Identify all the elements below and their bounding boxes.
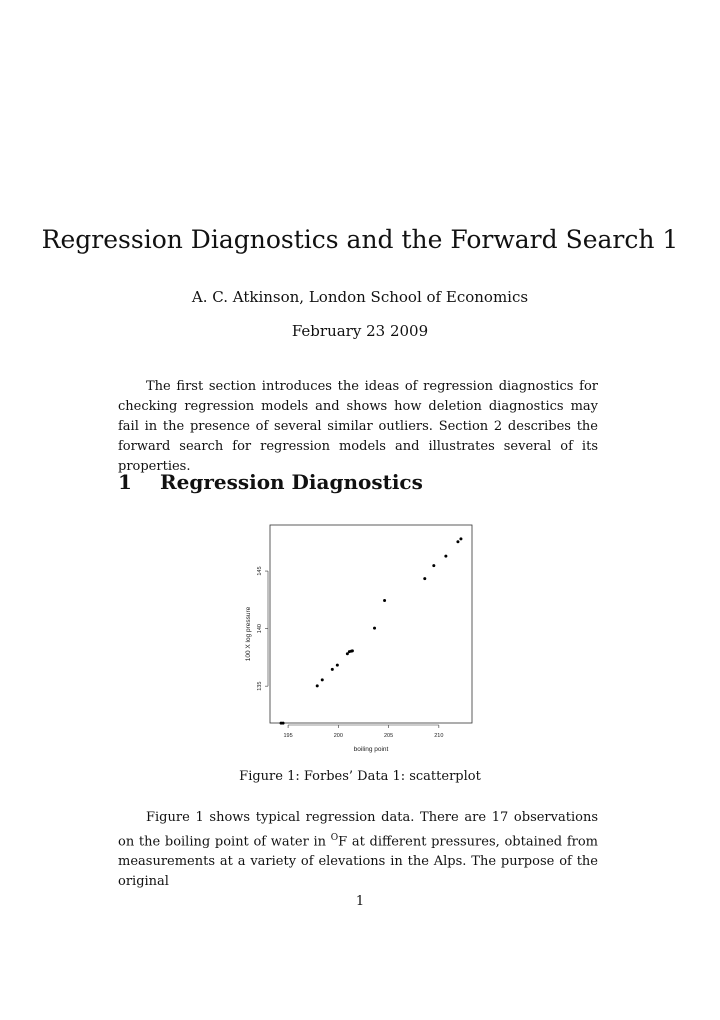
data-point: [316, 684, 319, 687]
page-number: 1: [355, 894, 365, 909]
data-point: [331, 668, 334, 671]
y-tick-label: 145: [257, 566, 263, 576]
x-tick-label: 195: [283, 733, 293, 739]
section-number: 1: [118, 470, 132, 494]
figure-caption: Figure 1: Forbes’ Data 1: scatterplot: [239, 769, 481, 784]
paper-title: Regression Diagnostics and the Forward Search 1: [41, 224, 679, 254]
data-point: [383, 599, 386, 602]
data-point: [459, 537, 462, 540]
y-tick-label: 135: [257, 681, 263, 691]
scatterplot-figure: [240, 518, 480, 758]
data-point: [336, 664, 339, 667]
data-point: [444, 555, 447, 558]
data-point: [280, 722, 283, 725]
body-text-part-1: Figure 1 shows typical regression data. There are 17 observations on the boiling point of water in: [118, 810, 598, 850]
y-tick-label: 140: [257, 624, 263, 634]
data-point: [456, 540, 459, 543]
abstract-paragraph: The first section introduces the ideas of regression diagnostics for checking regression models and shows how deletion diagnostics may fail in the presence of several similar outliers. Section 2 describes the forward search for regression models and illustrates several of its properties.: [118, 379, 598, 474]
data-point: [423, 577, 426, 580]
x-tick-label: 210: [434, 733, 444, 739]
plot-frame: [270, 525, 472, 723]
body-paragraph: [118, 808, 598, 892]
body-text-part-2: F at different pressures, obtained from measurements at a variety of elevations in the Alps. The purpose of the original: [118, 834, 598, 890]
x-axis-label: boiling point: [353, 746, 389, 753]
x-tick-label: 205: [383, 733, 394, 739]
degree-superscript: O: [330, 833, 339, 843]
paper-date: February 23 2009: [291, 322, 429, 340]
section-heading: [118, 470, 423, 494]
section-title: Regression Diagnostics: [160, 470, 423, 494]
x-tick-label: 200: [333, 733, 343, 739]
paper-author: A. C. Atkinson, London School of Economics: [191, 288, 529, 306]
y-axis-label: 100 X log pressure: [245, 606, 252, 662]
data-point: [321, 678, 324, 681]
scatterplot: [240, 518, 480, 758]
data-point: [373, 627, 376, 630]
data-point: [432, 564, 435, 567]
data-point: [350, 650, 353, 653]
